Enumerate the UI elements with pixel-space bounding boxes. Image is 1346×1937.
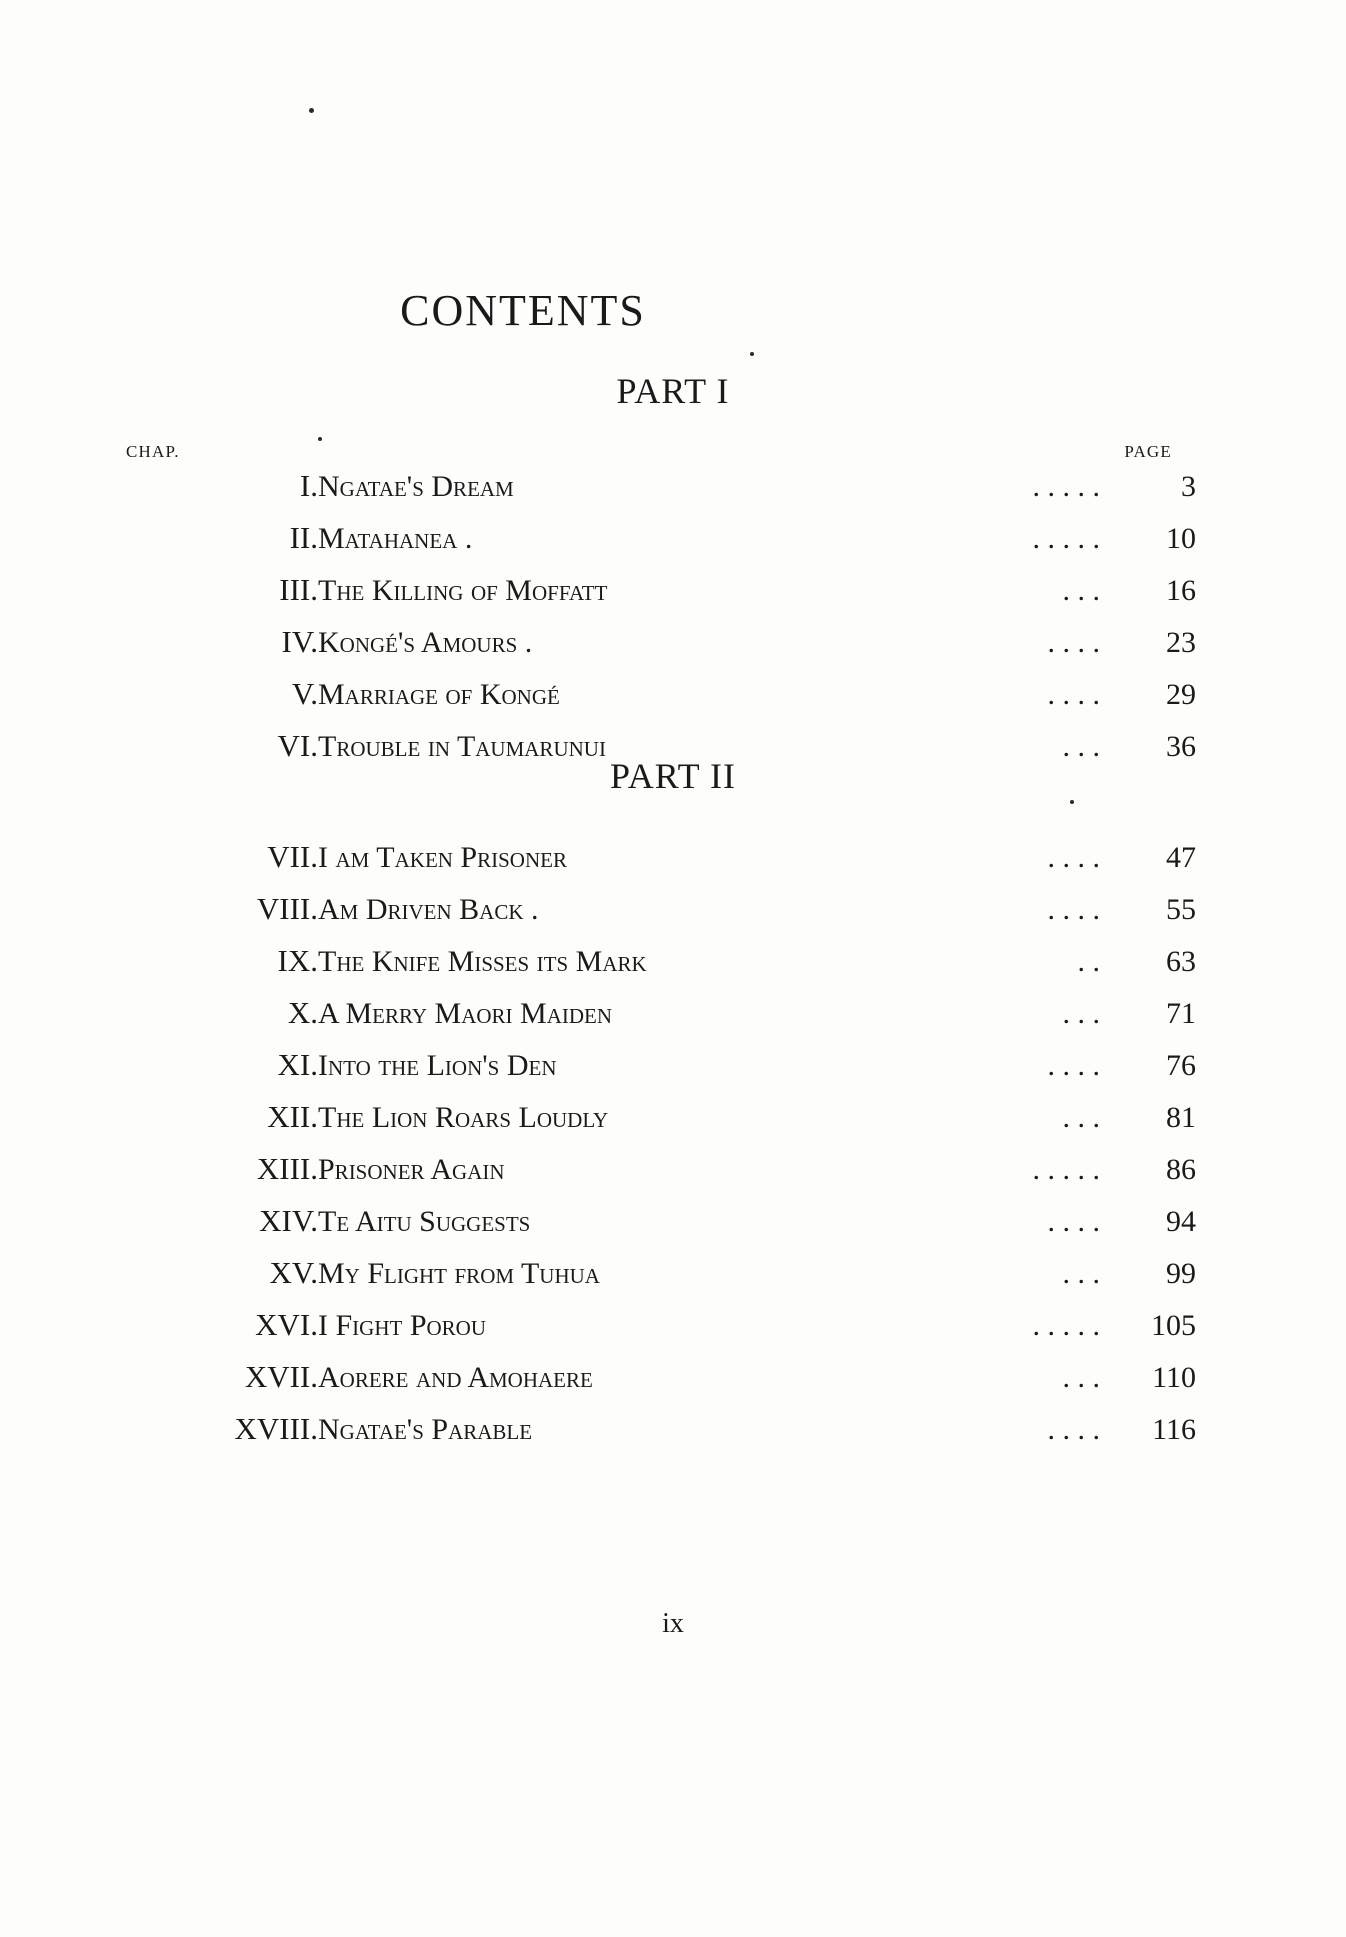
chapter-number: XIII. [256, 1151, 318, 1186]
chapter-title: Matahanea . [318, 522, 473, 555]
page-number: 47 [1166, 841, 1196, 874]
chapter-number: III. [279, 572, 318, 607]
toc-entry[interactable] [150, 1307, 1196, 1359]
page-number: 105 [1151, 1309, 1196, 1342]
leader-dots: . . . . . [1032, 1153, 1100, 1186]
toc-entry[interactable] [150, 891, 1196, 943]
chapter-number: IV. [281, 624, 318, 659]
chapter-title: A Merry Maori Maiden [318, 997, 613, 1030]
toc-entry[interactable] [150, 520, 1196, 572]
chapter-title: Aorere and Amohaere [318, 1361, 593, 1394]
chapter-title: My Flight from Tuhua [318, 1257, 600, 1290]
page-number: 63 [1166, 945, 1196, 978]
page-number: 36 [1166, 730, 1196, 763]
chapter-number: XIV. [259, 1203, 318, 1238]
leader-dots: . . . [1062, 1361, 1100, 1394]
chapter-number: II. [289, 520, 318, 555]
leader-dots: . . . [1062, 730, 1100, 763]
toc-entry[interactable] [150, 624, 1196, 676]
page-number: 99 [1166, 1257, 1196, 1290]
chapter-number: XVIII. [234, 1411, 318, 1446]
toc-entry[interactable] [150, 572, 1196, 624]
toc-entry[interactable] [150, 995, 1196, 1047]
leader-dots: . . . . [1047, 841, 1100, 874]
page-number: 3 [1181, 470, 1196, 503]
toc-entry[interactable] [150, 468, 1196, 520]
page-number: 81 [1166, 1101, 1196, 1134]
leader-dots: . . . [1062, 997, 1100, 1030]
chapter-title: The Killing of Moffatt [318, 574, 608, 607]
toc-entry[interactable] [150, 1411, 1196, 1463]
toc-entry[interactable] [150, 839, 1196, 891]
chapter-title: I am Taken Prisoner [318, 841, 567, 874]
chapter-title: The Knife Misses its Mark [318, 945, 647, 978]
chapter-number: I. [299, 468, 318, 503]
toc-entry[interactable] [150, 1151, 1196, 1203]
leader-dots: . . . . [1047, 678, 1100, 711]
column-headers [126, 442, 1196, 468]
page-number: 76 [1166, 1049, 1196, 1082]
leader-dots: . . . . [1047, 1205, 1100, 1238]
page-number: 86 [1166, 1153, 1196, 1186]
chapter-title: Into the Lion's Den [318, 1049, 557, 1082]
chapter-title: Ngatae's Dream [318, 470, 514, 503]
chapter-title: Marriage of Kongé [318, 678, 560, 711]
chapter-number: XV. [269, 1255, 318, 1290]
chapter-number: XI. [277, 1047, 318, 1082]
page-number: 55 [1166, 893, 1196, 926]
page-number: 29 [1166, 678, 1196, 711]
page-number: 71 [1166, 997, 1196, 1030]
chapter-title: Am Driven Back . [318, 893, 539, 926]
chapter-number: XVI. [255, 1307, 318, 1342]
page-title: CONTENTS [400, 286, 646, 335]
toc-entry[interactable] [150, 1359, 1196, 1411]
chapter-title: Trouble in Taumarunui [318, 730, 606, 763]
chapter-number: XVII. [244, 1359, 318, 1394]
page-number: 110 [1152, 1361, 1196, 1394]
leader-dots: . . . . [1047, 1413, 1100, 1446]
page-speck [309, 108, 314, 113]
page-number: 116 [1152, 1413, 1196, 1446]
chapter-title: Te Aitu Suggests [318, 1205, 531, 1238]
part-2-block [150, 755, 1196, 1463]
chapter-number: IX. [277, 943, 318, 978]
toc-entry[interactable] [150, 1047, 1196, 1099]
leader-dots: . . . . . [1032, 522, 1100, 555]
toc-entry[interactable] [150, 1099, 1196, 1151]
toc-entry[interactable] [150, 1255, 1196, 1307]
chapter-number: VI. [277, 728, 318, 763]
leader-dots: . . . . . [1032, 470, 1100, 503]
chapter-number: X. [287, 995, 318, 1030]
toc-table-part-2 [150, 839, 1196, 1463]
part-heading-2: PART II [610, 756, 736, 796]
chapter-title: Ngatae's Parable [318, 1413, 533, 1446]
toc-entry[interactable] [150, 1203, 1196, 1255]
chapter-number: XII. [267, 1099, 318, 1134]
leader-dots: . . . . [1047, 893, 1100, 926]
toc-entry[interactable] [150, 676, 1196, 728]
chapter-number: V. [291, 676, 318, 711]
toc-table-part-1 [150, 468, 1196, 780]
chapter-title: I Fight Porou [318, 1309, 487, 1342]
column-header-page: PAGE [1124, 442, 1172, 461]
chapter-number: VII. [267, 839, 318, 874]
leader-dots: . . . [1062, 574, 1100, 607]
leader-dots: . . . [1062, 1101, 1100, 1134]
folio-number: ix [662, 1608, 684, 1639]
page-number: 10 [1166, 522, 1196, 555]
chapter-title: Prisoner Again [318, 1153, 505, 1186]
page-number: 23 [1166, 626, 1196, 659]
leader-dots: . . [1077, 945, 1100, 978]
chapter-title: The Lion Roars Loudly [318, 1101, 609, 1134]
leader-dots: . . . . . [1032, 1309, 1100, 1342]
chapter-number: VIII. [256, 891, 318, 926]
chapter-title: Kongé's Amours . [318, 626, 533, 659]
leader-dots: . . . . [1047, 1049, 1100, 1082]
toc-entry[interactable] [150, 943, 1196, 995]
part-heading-1: PART I [616, 371, 730, 411]
leader-dots: . . . [1062, 1257, 1100, 1290]
page-number: 16 [1166, 574, 1196, 607]
page-number: 94 [1166, 1205, 1196, 1238]
page-speck [750, 352, 754, 356]
part-1-block [126, 370, 1196, 780]
leader-dots: . . . . [1047, 626, 1100, 659]
column-header-chapter: CHAP. [126, 442, 180, 461]
